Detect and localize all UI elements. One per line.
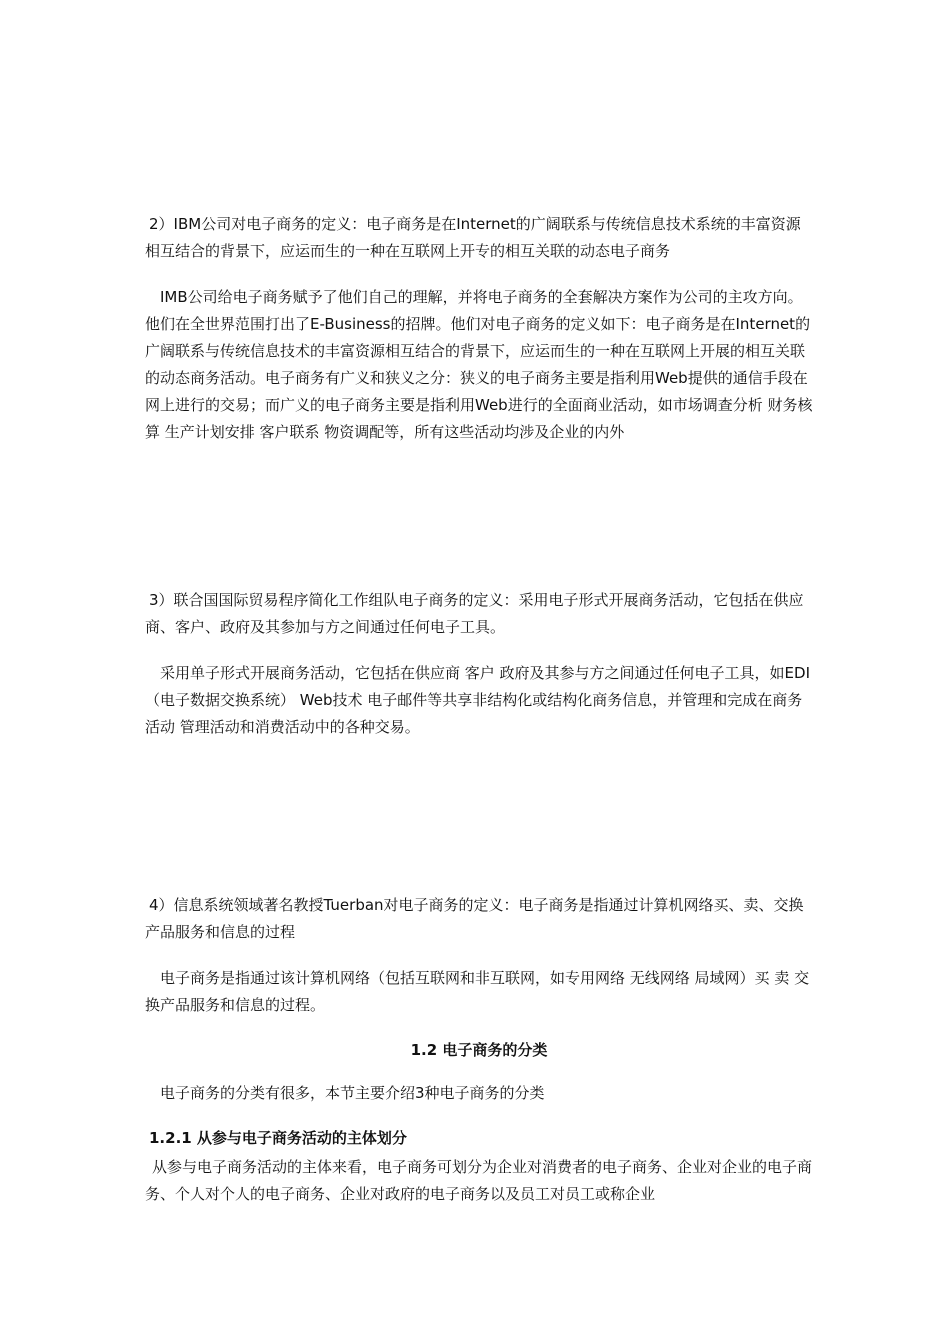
paragraph-un-definition: 3）联合国国际贸易程序简化工作组队电子商务的定义：采用电子形式开展商务活动，它包括在供应商、客户、政府及其参加与方之间通过任何电子工具。 bbox=[145, 591, 804, 636]
paragraph-ibm-definition: 2）IBM公司对电子商务的定义：电子商务是在Internet的广阔联系与传统信息技术系统的丰富资源相互结合的背景下，应运而生的一种在互联网上开专的相互关联的动态电子商务 bbox=[145, 215, 801, 260]
paragraph-participants: 从参与电子商务活动的主体来看，电子商务可划分为企业对消费者的电子商务、企业对企业的电子商务、个人对个人的电子商务、企业对政府的电子商务以及员工对员工或称企业 bbox=[145, 1158, 813, 1203]
paragraph-classification-intro: 电子商务的分类有很多，本节主要介绍3种电子商务的分类 bbox=[160, 1084, 545, 1102]
paragraph-imb-explanation: IMB公司给电子商务赋予了他们自己的理解，并将电子商务的全套解决方案作为公司的主攻方向。他们在全世界范围打出了E-Business的招牌。他们对电子商务的定义如下：电子商务是在Internet的广阔联系与传统信息技术的丰富资源相互结合的背景下，应运而生的一种在互联网上开展的相互关联的动态商务活动。电子商务有广义和狭义之分：狭义的电子商务主要是指利用Web提供的通信手段在网上进行的交易；而广义的电子商务主要是指利用Web进行的全面商业活动，如市场调查分析 财务核算 生产计划安排 客户联系 物资调配等，所有这些活动均涉及企业的内外 bbox=[145, 288, 813, 441]
subsection-heading-participants: 1.2.1 从参与电子商务活动的主体划分 bbox=[149, 1129, 407, 1147]
paragraph-tuerban-definition: 4）信息系统领域著名教授Tuerban对电子商务的定义：电子商务是指通过计算机网络买、卖、交换产品服务和信息的过程 bbox=[145, 896, 804, 941]
paragraph-tuerban-explanation: 电子商务是指通过该计算机网络（包括互联网和非互联网，如专用网络 无线网络 局域网）买 卖 交换产品服务和信息的过程。 bbox=[145, 969, 810, 1014]
section-heading-classification: 1.2 电子商务的分类 bbox=[410, 1041, 548, 1059]
paragraph-un-explanation: 采用单子形式开展商务活动，它包括在供应商 客户 政府及其参与方之间通过任何电子工具，如EDI（电子数据交换系统） Web技术 电子邮件等共享非结构化或结构化商务信息，并管理和完成在商务活动 管理活动和消费活动中的各种交易。 bbox=[145, 664, 810, 736]
